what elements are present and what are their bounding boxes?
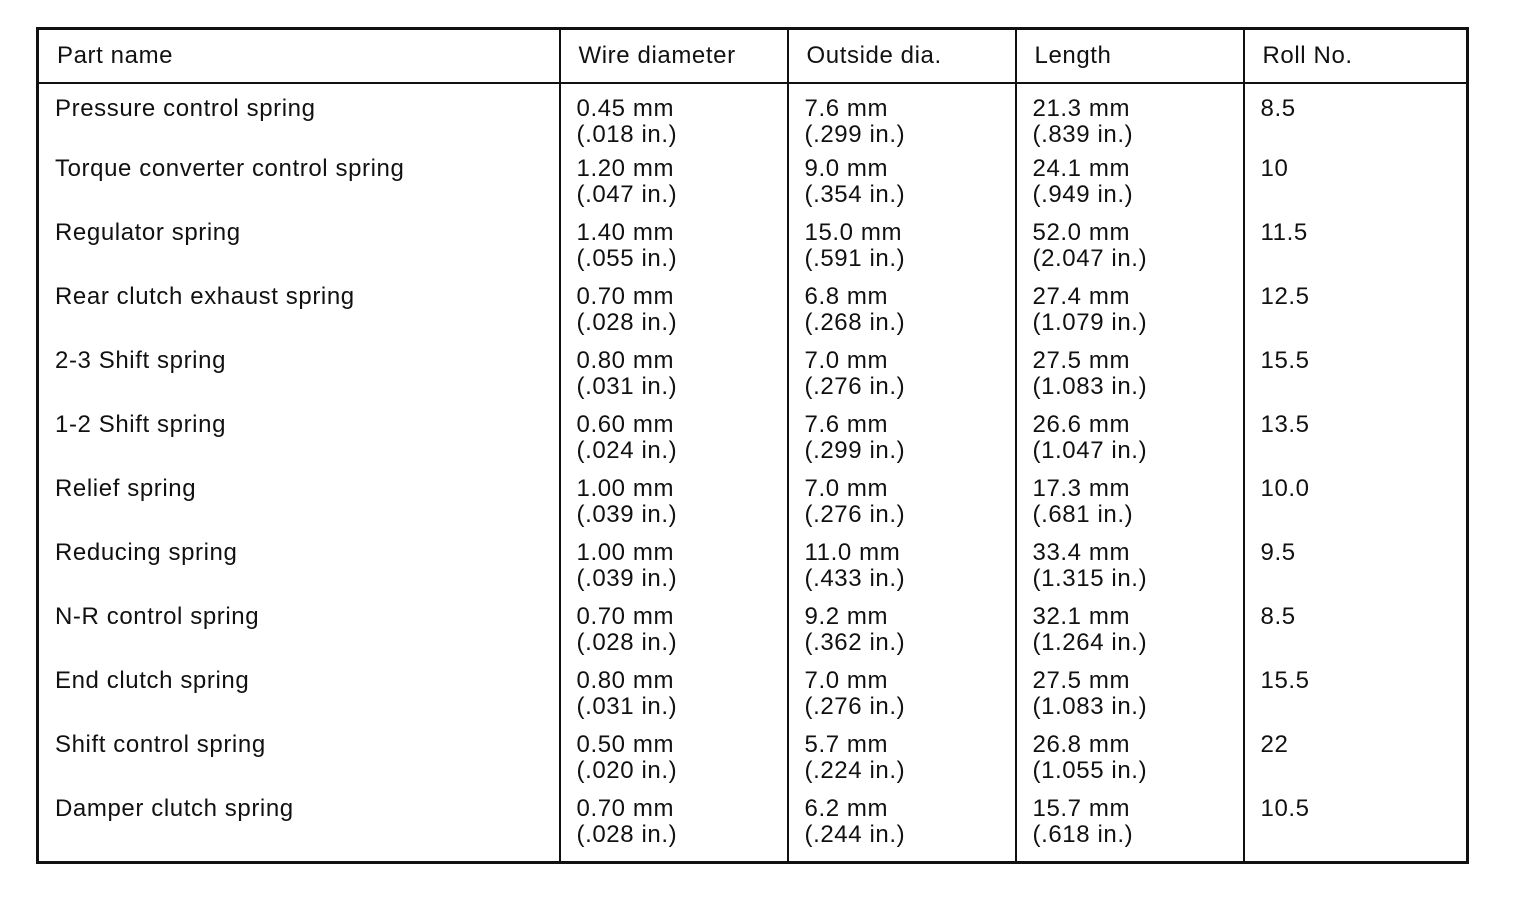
table-row: [38, 660, 1468, 724]
header-length: Length: [1016, 29, 1244, 84]
length-in: (.681 in.): [1032, 501, 1134, 528]
cell-part-name: [38, 468, 560, 532]
table-row: [38, 468, 1468, 532]
cell-roll-no: [1244, 148, 1468, 212]
cell-part-name: [38, 404, 560, 468]
length-in: (1.079 in.): [1032, 309, 1148, 336]
wire-diameter-mm: 1.00 mm: [576, 539, 675, 566]
cell-length: [1016, 340, 1244, 404]
length-mm: 27.5 mm: [1032, 347, 1131, 374]
cell-length: [1016, 404, 1244, 468]
length-in: (1.055 in.): [1032, 757, 1148, 784]
cell-outside-dia: [788, 596, 1016, 660]
outside-dia-mm: 9.0 mm: [804, 155, 889, 182]
cell-wire-diameter: [560, 724, 788, 788]
cell-wire-diameter: [560, 468, 788, 532]
cell-length: [1016, 212, 1244, 276]
wire-diameter-mm: 1.20 mm: [576, 155, 675, 182]
length-mm: 27.5 mm: [1032, 667, 1131, 694]
cell-outside-dia: [788, 788, 1016, 862]
cell-part-name: [38, 660, 560, 724]
outside-dia-mm: 9.2 mm: [804, 603, 889, 630]
cell-wire-diameter: [560, 788, 788, 862]
part-name-text: Regulator spring: [55, 219, 241, 246]
outside-dia-in: (.433 in.): [804, 565, 906, 592]
part-name-text: 2-3 Shift spring: [55, 347, 227, 374]
roll-no-text: 10: [1260, 155, 1289, 182]
cell-wire-diameter: [560, 83, 788, 148]
cell-outside-dia: [788, 148, 1016, 212]
length-mm: 15.7 mm: [1032, 795, 1131, 822]
length-in: (1.315 in.): [1032, 565, 1148, 592]
length-in: (1.047 in.): [1032, 437, 1148, 464]
length-mm: 32.1 mm: [1032, 603, 1131, 630]
wire-diameter-mm: 0.80 mm: [576, 667, 675, 694]
wire-diameter-mm: 0.45 mm: [576, 95, 675, 122]
table-row: [38, 404, 1468, 468]
length-in: (.618 in.): [1032, 821, 1134, 848]
part-name-text: Shift control spring: [55, 731, 266, 758]
outside-dia-mm: 5.7 mm: [804, 731, 889, 758]
cell-wire-diameter: [560, 660, 788, 724]
part-name-text: Relief spring: [55, 475, 197, 502]
outside-dia-mm: 7.6 mm: [804, 411, 889, 438]
cell-part-name: [38, 148, 560, 212]
cell-roll-no: [1244, 404, 1468, 468]
cell-outside-dia: [788, 468, 1016, 532]
roll-no-text: 22: [1260, 731, 1289, 758]
cell-outside-dia: [788, 83, 1016, 148]
part-name-text: N-R control spring: [55, 603, 260, 630]
wire-diameter-mm: 0.80 mm: [576, 347, 675, 374]
roll-no-text: 8.5: [1260, 95, 1296, 122]
outside-dia-mm: 6.8 mm: [804, 283, 889, 310]
header-wire-diameter: Wire diameter: [560, 29, 788, 84]
roll-no-text: 15.5: [1260, 667, 1310, 694]
outside-dia-in: (.276 in.): [804, 501, 906, 528]
cell-wire-diameter: [560, 212, 788, 276]
length-mm: 17.3 mm: [1032, 475, 1131, 502]
wire-diameter-mm: 0.70 mm: [576, 283, 675, 310]
spring-spec-table: [36, 27, 1469, 864]
cell-length: [1016, 724, 1244, 788]
cell-outside-dia: [788, 212, 1016, 276]
cell-part-name: [38, 276, 560, 340]
cell-wire-diameter: [560, 532, 788, 596]
length-in: (.949 in.): [1032, 181, 1134, 208]
outside-dia-in: (.276 in.): [804, 373, 906, 400]
cell-roll-no: [1244, 276, 1468, 340]
cell-length: [1016, 148, 1244, 212]
cell-length: [1016, 660, 1244, 724]
roll-no-text: 10.5: [1260, 795, 1310, 822]
table-row: [38, 724, 1468, 788]
wire-diameter-in: (.047 in.): [576, 181, 678, 208]
cell-outside-dia: [788, 404, 1016, 468]
cell-outside-dia: [788, 532, 1016, 596]
wire-diameter-in: (.018 in.): [576, 121, 678, 148]
wire-diameter-mm: 0.60 mm: [576, 411, 675, 438]
wire-diameter-mm: 1.00 mm: [576, 475, 675, 502]
outside-dia-in: (.362 in.): [804, 629, 906, 656]
roll-no-text: 12.5: [1260, 283, 1310, 310]
cell-roll-no: [1244, 724, 1468, 788]
part-name-text: Pressure control spring: [55, 95, 316, 122]
outside-dia-mm: 15.0 mm: [804, 219, 903, 246]
cell-outside-dia: [788, 340, 1016, 404]
wire-diameter-mm: 0.50 mm: [576, 731, 675, 758]
length-in: (.839 in.): [1032, 121, 1134, 148]
cell-part-name: [38, 788, 560, 862]
outside-dia-in: (.354 in.): [804, 181, 906, 208]
part-name-text: 1-2 Shift spring: [55, 411, 227, 438]
length-mm: 24.1 mm: [1032, 155, 1131, 182]
table-body: [38, 83, 1468, 862]
cell-length: [1016, 468, 1244, 532]
header-part-name: Part name: [38, 29, 560, 84]
roll-no-text: 11.5: [1260, 219, 1308, 246]
cell-wire-diameter: [560, 148, 788, 212]
part-name-text: Torque converter control spring: [55, 155, 405, 182]
outside-dia-in: (.224 in.): [804, 757, 906, 784]
wire-diameter-in: (.028 in.): [576, 309, 678, 336]
length-mm: 27.4 mm: [1032, 283, 1131, 310]
wire-diameter-in: (.031 in.): [576, 373, 678, 400]
length-mm: 52.0 mm: [1032, 219, 1131, 246]
part-name-text: Rear clutch exhaust spring: [55, 283, 355, 310]
outside-dia-in: (.299 in.): [804, 121, 906, 148]
table-row: [38, 532, 1468, 596]
cell-part-name: [38, 212, 560, 276]
cell-roll-no: [1244, 468, 1468, 532]
outside-dia-mm: 7.0 mm: [804, 667, 889, 694]
wire-diameter-in: (.028 in.): [576, 821, 678, 848]
cell-length: [1016, 83, 1244, 148]
cell-wire-diameter: [560, 404, 788, 468]
cell-part-name: [38, 83, 560, 148]
length-in: (1.264 in.): [1032, 629, 1148, 656]
outside-dia-mm: 11.0 mm: [804, 539, 901, 566]
cell-wire-diameter: [560, 276, 788, 340]
table-row: [38, 212, 1468, 276]
cell-outside-dia: [788, 276, 1016, 340]
length-mm: 21.3 mm: [1032, 95, 1131, 122]
length-in: (2.047 in.): [1032, 245, 1148, 272]
roll-no-text: 13.5: [1260, 411, 1310, 438]
cell-length: [1016, 596, 1244, 660]
cell-roll-no: [1244, 83, 1468, 148]
wire-diameter-in: (.055 in.): [576, 245, 678, 272]
outside-dia-mm: 7.0 mm: [804, 475, 889, 502]
cell-roll-no: [1244, 340, 1468, 404]
cell-outside-dia: [788, 660, 1016, 724]
table-row: [38, 788, 1468, 862]
outside-dia-in: (.244 in.): [804, 821, 906, 848]
table-row: [38, 83, 1468, 148]
wire-diameter-in: (.020 in.): [576, 757, 678, 784]
cell-roll-no: [1244, 532, 1468, 596]
header-outside-dia: Outside dia.: [788, 29, 1016, 84]
wire-diameter-in: (.031 in.): [576, 693, 678, 720]
cell-roll-no: [1244, 660, 1468, 724]
cell-wire-diameter: [560, 340, 788, 404]
cell-part-name: [38, 340, 560, 404]
length-mm: 26.6 mm: [1032, 411, 1131, 438]
roll-no-text: 9.5: [1260, 539, 1296, 566]
wire-diameter-mm: 0.70 mm: [576, 795, 675, 822]
cell-outside-dia: [788, 724, 1016, 788]
length-mm: 33.4 mm: [1032, 539, 1131, 566]
header-roll-no: Roll No.: [1244, 29, 1468, 84]
cell-part-name: [38, 532, 560, 596]
cell-part-name: [38, 724, 560, 788]
roll-no-text: 8.5: [1260, 603, 1296, 630]
part-name-text: Reducing spring: [55, 539, 238, 566]
cell-part-name: [38, 596, 560, 660]
table-header-row: [38, 29, 1468, 84]
length-in: (1.083 in.): [1032, 693, 1148, 720]
table-row: [38, 148, 1468, 212]
part-name-text: Damper clutch spring: [55, 795, 294, 822]
length-in: (1.083 in.): [1032, 373, 1148, 400]
outside-dia-in: (.591 in.): [804, 245, 906, 272]
outside-dia-mm: 7.6 mm: [804, 95, 889, 122]
length-mm: 26.8 mm: [1032, 731, 1131, 758]
wire-diameter-in: (.039 in.): [576, 565, 678, 592]
roll-no-text: 10.0: [1260, 475, 1310, 502]
wire-diameter-in: (.028 in.): [576, 629, 678, 656]
outside-dia-mm: 6.2 mm: [804, 795, 889, 822]
outside-dia-mm: 7.0 mm: [804, 347, 889, 374]
wire-diameter-in: (.039 in.): [576, 501, 678, 528]
outside-dia-in: (.299 in.): [804, 437, 906, 464]
wire-diameter-mm: 1.40 mm: [576, 219, 675, 246]
wire-diameter-mm: 0.70 mm: [576, 603, 675, 630]
part-name-text: End clutch spring: [55, 667, 250, 694]
table-row: [38, 340, 1468, 404]
cell-roll-no: [1244, 596, 1468, 660]
cell-wire-diameter: [560, 596, 788, 660]
cell-length: [1016, 532, 1244, 596]
cell-roll-no: [1244, 788, 1468, 862]
outside-dia-in: (.276 in.): [804, 693, 906, 720]
roll-no-text: 15.5: [1260, 347, 1310, 374]
cell-roll-no: [1244, 212, 1468, 276]
table-row: [38, 596, 1468, 660]
outside-dia-in: (.268 in.): [804, 309, 906, 336]
cell-length: [1016, 276, 1244, 340]
table-row: [38, 276, 1468, 340]
cell-length: [1016, 788, 1244, 862]
wire-diameter-in: (.024 in.): [576, 437, 678, 464]
